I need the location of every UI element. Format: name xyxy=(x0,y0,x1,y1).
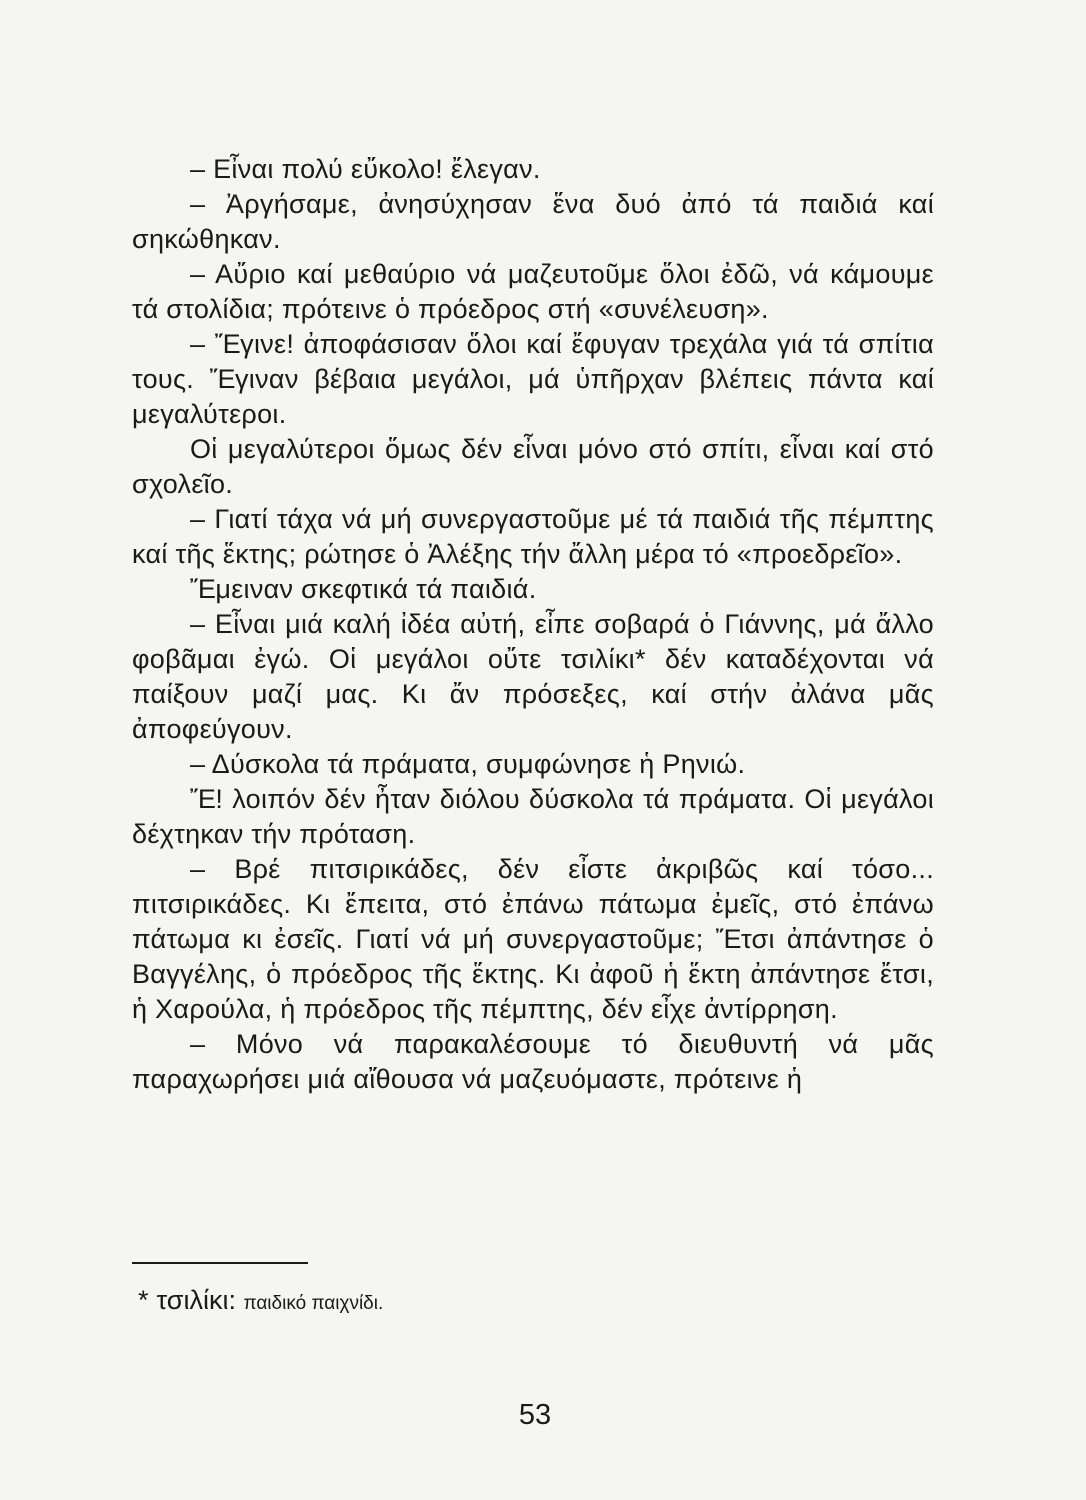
paragraph: – Βρέ πιτσιρικάδες, δέν εἶστε ἀκριβῶς καί τόσο... πιτσιρικάδες. Κι ἔπειτα, στό ἐπάνω πάτωμα ἐμεῖς, στό ἐπάνω πάτωμα κι ἐσεῖς. Γιατί νά μή συνεργαστοῦμε; Ἔτσι ἀπάντησε ὁ Βαγγέλης, ὁ πρόεδρος τῆς ἕκτης. Κι ἀφοῦ ἡ ἕκτη ἀπάντησε ἔτσι, ἡ Χαρούλα, ἡ πρόεδρος τῆς πέμπτης, δέν εἶχε ἀντίρρηση. xyxy=(132,854,934,1024)
footnote-term: τσιλίκι: xyxy=(156,1285,236,1315)
paragraph: Ἔ! λοιπόν δέν ἦταν διόλου δύσκολα τά πράματα. Οἱ μεγάλοι δέχτηκαν τήν πρόταση. xyxy=(132,784,934,849)
paragraph: – Εἶναι μιά καλή ἰδέα αὐτή, εἶπε σοβαρά ὁ Γιάννης, μά ἄλλο φοβᾶμαι ἐγώ. Οἱ μεγάλοι οὔτε τσιλίκι* δέν καταδέχονται νά παίξουν μαζί μας. Κι ἄν πρόσεξες, καί στήν ἀλάνα μᾶς ἀποφεύγουν. xyxy=(132,609,934,744)
page-number: 53 xyxy=(518,1399,552,1431)
footnote xyxy=(138,1283,383,1321)
body-text xyxy=(132,152,934,1097)
footnote-marker: * xyxy=(138,1285,149,1315)
paragraph: – Αὔριο καί μεθαύριο νά μαζευτοῦμε ὅλοι ἐδῶ, νά κάμουμε τά στολίδια; πρότεινε ὁ πρόεδρος στή «συνέλευση». xyxy=(132,259,934,324)
paragraph: – Δύσκολα τά πράματα, συμφώνησε ἡ Ρηνιώ. xyxy=(190,749,746,779)
footnote-gloss: παιδικό παιχνίδι. xyxy=(243,1293,384,1314)
paragraph: Ἔμειναν σκεφτικά τά παιδιά. xyxy=(190,574,537,604)
paragraph: – Ἀργήσαμε, ἀνησύχησαν ἕνα δυό ἀπό τά παιδιά καί σηκώθηκαν. xyxy=(132,189,934,254)
paragraph: – Μόνο νά παρακαλέσουμε τό διευθυντή νά μᾶς παραχωρήσει μιά αἴθουσα νά μαζευόμαστε, πρότεινε ἡ xyxy=(132,1029,934,1094)
footnote-divider xyxy=(132,1262,308,1264)
paragraph: – Εἶναι πολύ εὔκολο! ἔλεγαν. xyxy=(190,154,541,184)
paragraph: Οἱ μεγαλύτεροι ὅμως δέν εἶναι μόνο στό σπίτι, εἶναι καί στό σχολεῖο. xyxy=(132,434,934,499)
paragraph: – Ἔγινε! ἀποφάσισαν ὅλοι καί ἔφυγαν τρεχάλα γιά τά σπίτια τους. Ἔγιναν βέβαια μεγάλοι, μά ὑπῆρχαν βλέπεις πάντα καί μεγαλύτεροι. xyxy=(132,329,934,429)
paragraph: – Γιατί τάχα νά μή συνεργαστοῦμε μέ τά παιδιά τῆς πέμπτης καί τῆς ἕκτης; ρώτησε ὁ Ἀλέξης τήν ἄλλη μέρα τό «προεδρεῖο». xyxy=(132,504,934,569)
